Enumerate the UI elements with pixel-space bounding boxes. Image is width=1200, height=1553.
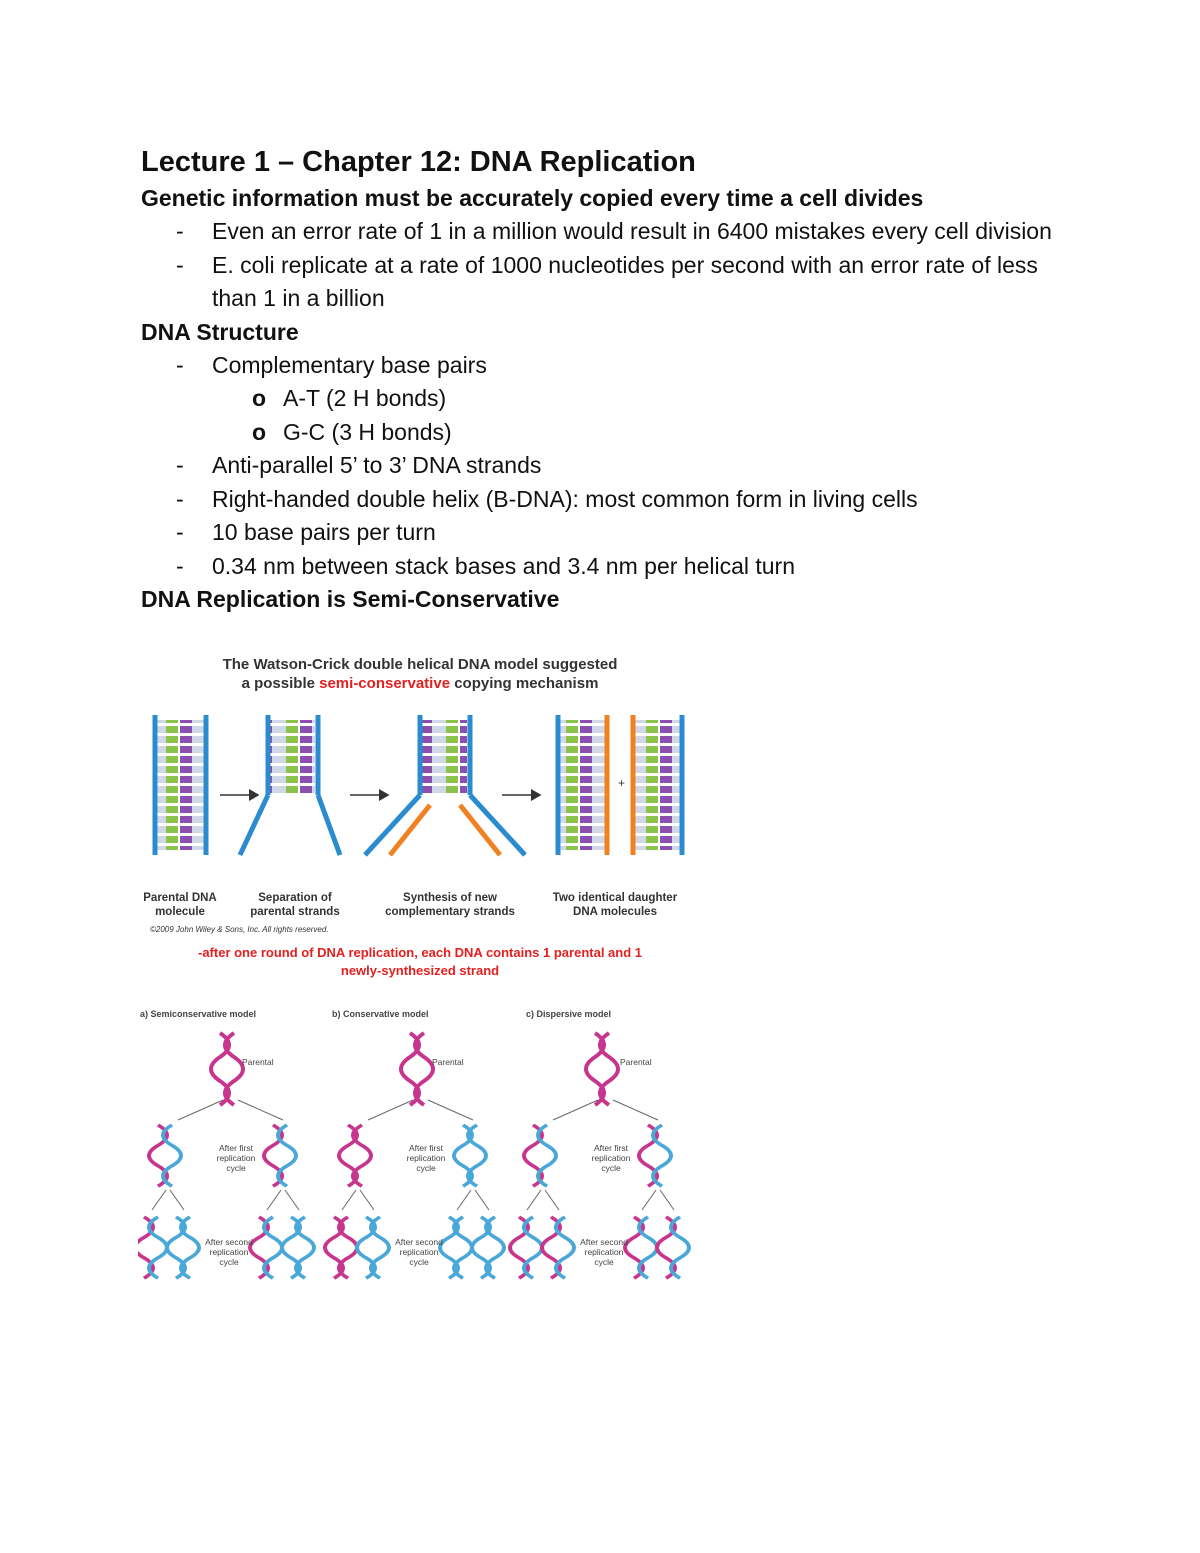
figure-caption-line2: a possible semi-conservative copying mechanism <box>241 675 599 692</box>
list-item: - Even an error rate of 1 in a million would result in 6400 mistakes every cell division <box>141 215 1061 249</box>
list-item: - Complementary base pairs <box>141 349 1061 383</box>
daughter-dna-icon <box>558 715 607 855</box>
parental-dna-icon <box>155 715 206 855</box>
first-cycle-label: After first replication cycle <box>216 1143 256 1173</box>
section-heading-semi-conservative: DNA Replication is Semi-Conservative <box>141 586 560 612</box>
daughter-dna-icon <box>633 715 682 855</box>
parental-label: Parental <box>432 1057 464 1067</box>
text-body <box>141 142 1061 616</box>
label-parental: Parental DNA molecule <box>143 892 217 918</box>
first-cycle-label: After first replication cycle <box>591 1143 631 1173</box>
model-c-label: c) Dispersive model <box>526 1009 612 1019</box>
list-item: - 10 base pairs per turn <box>141 516 1061 550</box>
sub-list-item: o A-T (2 H bonds) <box>141 382 1061 416</box>
label-synthesis: Synthesis of new complementary strands <box>385 892 515 918</box>
model-a-label: a) Semiconservative model <box>140 1009 257 1019</box>
bullet-list <box>141 349 1061 584</box>
list-item: - 0.34 nm between stack bases and 3.4 nm per helical turn <box>141 550 1061 584</box>
model-b-label: b) Conservative model <box>332 1009 429 1019</box>
second-cycle-label: After second replication cycle <box>580 1237 628 1267</box>
sub-list-item: o G-C (3 H bonds) <box>141 416 1061 450</box>
list-item: - Anti-parallel 5’ to 3’ DNA strands <box>141 449 1061 483</box>
page-title: Lecture 1 – Chapter 12: DNA Replication <box>141 146 696 178</box>
figure-copyright: ©2009 John Wiley & Sons, Inc. All rights reserved. <box>150 925 329 934</box>
replication-models-figure <box>138 1005 698 1295</box>
bullet-list <box>141 215 1061 316</box>
list-item: - E. coli replicate at a rate of 1000 nucleotides per second with an error rate of less than 1 in a billion <box>141 249 1061 316</box>
second-cycle-label: After second replication cycle <box>395 1237 443 1267</box>
label-separation: Separation of parental strands <box>250 892 340 918</box>
replication-figure <box>140 655 700 990</box>
replication-diagram <box>140 705 700 895</box>
svg-text:+: + <box>618 776 626 790</box>
list-item: - Right-handed double helix (B-DNA): most common form in living cells <box>141 483 1061 517</box>
figure-caption-line1: The Watson-Crick double helical DNA model suggested <box>222 656 618 673</box>
label-daughters: Two identical daughter DNA molecules <box>552 892 678 918</box>
figure-note: -after one round of DNA replication, each DNA contains 1 parental and 1 newly-synthesized strand <box>198 945 642 978</box>
section-heading-dna-structure: DNA Structure <box>141 318 299 345</box>
section-heading-genetic-info: Genetic information must be accurately copied every time a cell divides <box>141 185 924 211</box>
second-cycle-label: After second replication cycle <box>205 1237 253 1267</box>
parental-label: Parental <box>620 1057 652 1067</box>
synthesis-strands-icon <box>365 715 525 855</box>
parental-label: Parental <box>242 1057 274 1067</box>
separated-strands-icon <box>240 715 340 855</box>
first-cycle-label: After first replication cycle <box>406 1143 446 1173</box>
